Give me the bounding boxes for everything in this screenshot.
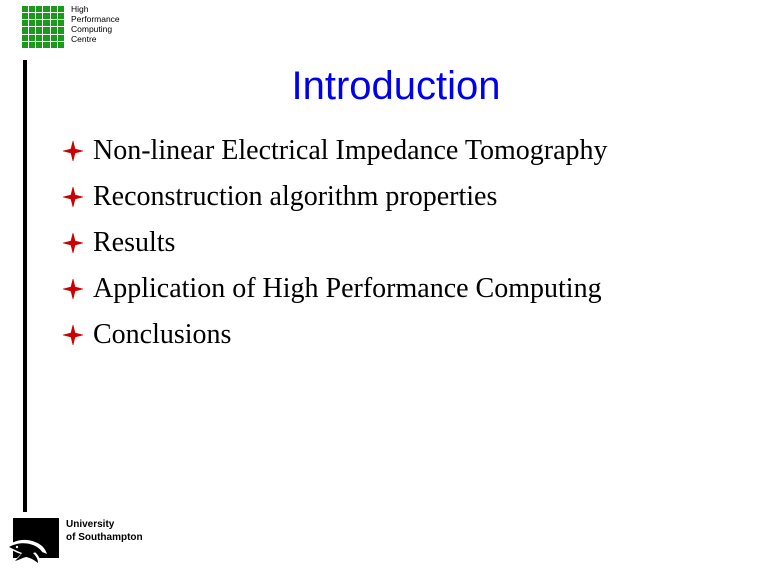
four-point-star-icon [62,232,84,254]
university-name [66,518,143,544]
bullet-list [62,128,608,358]
dolphin-icon [5,516,61,568]
logo-line: Centre [71,34,97,44]
university-line: University [66,519,115,530]
logo-line: Performance [71,14,120,24]
list-item [62,312,608,358]
list-item [62,128,608,174]
hpcc-logo-text [71,4,120,44]
bullet-text: Conclusions [93,319,232,350]
four-point-star-icon [62,324,84,346]
four-point-star-icon [62,186,84,208]
four-point-star-icon [62,140,84,162]
list-item [62,220,608,266]
logo-line: High [71,4,89,14]
logo-line: Computing [71,24,113,34]
university-line: of Southampton [66,532,143,543]
grid-logo-icon [22,6,64,48]
bullet-text: Results [93,227,176,258]
left-divider [23,60,27,512]
list-item [62,174,608,220]
list-item [62,266,608,312]
four-point-star-icon [62,278,84,300]
bullet-text: Application of High Performance Computing [93,273,602,304]
bullet-text: Non-linear Electrical Impedance Tomography [93,135,608,166]
slide-title: Introduction [291,64,501,108]
bullet-text: Reconstruction algorithm properties [93,181,498,212]
